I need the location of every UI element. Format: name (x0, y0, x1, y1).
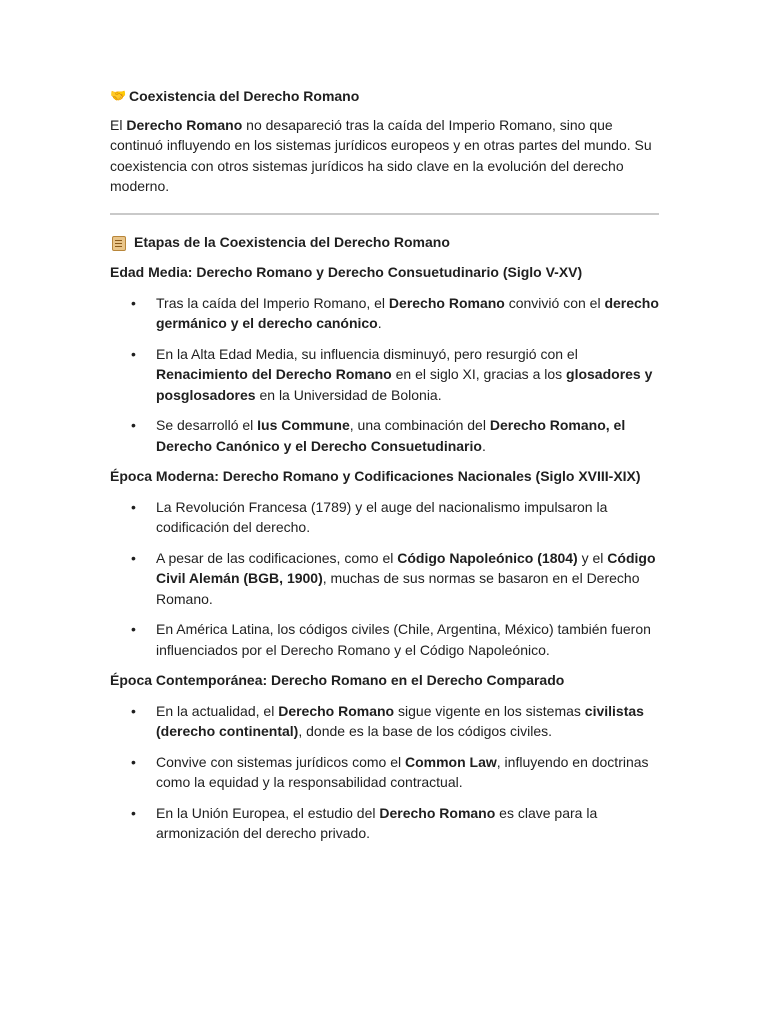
text-run: en el siglo XI, gracias a los (391, 366, 567, 382)
bullet-icon: • (131, 621, 136, 637)
bullet-list (110, 293, 660, 457)
list-item (110, 803, 660, 844)
list-item-text (156, 550, 656, 607)
text-run: . (481, 437, 486, 454)
text-run: y el (577, 549, 608, 566)
intro-paragraph (110, 115, 660, 197)
stages-heading-text: Etapas de la Coexistencia del Derecho Romano (134, 233, 450, 250)
stages-heading (110, 232, 660, 253)
horizontal-divider (110, 213, 659, 215)
bold-text: Derecho Romano (126, 116, 243, 133)
text-run: Se desarrolló el (156, 417, 258, 433)
document-title (110, 86, 660, 107)
bold-text: Renacimiento del Derecho Romano (156, 366, 392, 382)
bullet-list (110, 497, 660, 661)
text-run: Tras la caída del Imperio Romano, el (156, 294, 389, 311)
text-run: En la actualidad, el (156, 702, 279, 719)
list-item (110, 293, 660, 334)
bold-text: civilistas (derecho continental) (156, 702, 644, 739)
text-run: es clave para la armonización del derecho privado. (156, 804, 598, 841)
bold-text: derecho germánico y el derecho canónico (156, 294, 659, 331)
text-run: , donde es la base de los códigos civiles. (298, 723, 553, 739)
bold-text: Derecho Romano (278, 702, 395, 719)
bullet-icon: • (131, 294, 136, 311)
text-run: El (110, 116, 127, 133)
text-run: En América Latina, los códigos civiles (Chile, Argentina, México) también fueron influenciados por el Derecho Romano y el Código Napoleónico. (156, 621, 651, 658)
section-title: Edad Media: Derecho Romano y Derecho Consuetudinario (Siglo V-XV) (110, 264, 583, 280)
bullet-icon: • (131, 345, 136, 362)
text-run: La Revolución Francesa (1789) y el auge del nacionalismo impulsaron la codificación del derecho. (156, 498, 608, 535)
list-item-text (156, 295, 659, 332)
text-run: A pesar de las codificaciones, como el (156, 549, 398, 566)
bold-text: Derecho Romano (379, 804, 496, 821)
bullet-list (110, 701, 660, 844)
bullet-icon: • (131, 753, 136, 770)
text-run: no desapareció tras la caída del Imperio Romano, sino que continuó influyendo en los sistemas jurídicos europeos y en otras partes del mundo. Su coexistencia con otros sistemas jurídicos ha sido clave en la evolución del derecho moderno. (110, 116, 652, 194)
list-item-text (156, 346, 652, 403)
bold-text: Código Civil Alemán (BGB, 1900) (156, 549, 656, 586)
text-run: En la Alta Edad Media, su influencia disminuyó, pero resurgió con el (156, 345, 578, 362)
text-run: convivió con el (504, 294, 605, 311)
list-item-text (156, 703, 644, 740)
sections-container (110, 262, 660, 844)
bullet-icon: • (131, 498, 136, 515)
section-title: Época Contemporánea: Derecho Romano en el Derecho Comparado (110, 672, 565, 688)
bold-text: Derecho Romano (388, 294, 505, 311)
bullet-icon: • (131, 549, 136, 566)
document-title-text: Coexistencia del Derecho Romano (129, 88, 360, 104)
list-item-text (156, 499, 607, 536)
text-run: sigue vigente en los sistemas (394, 702, 585, 719)
document-content (110, 86, 660, 854)
bold-text: Código Napoleónico (1804) (397, 549, 578, 566)
bold-text: Common Law (405, 753, 497, 770)
text-run: En la Unión Europea, el estudio del (156, 804, 380, 821)
list-item (110, 415, 660, 456)
bullet-icon: • (131, 417, 136, 433)
text-run: en la Universidad de Bolonia. (255, 386, 442, 403)
list-item (110, 548, 660, 610)
text-run: , una combinación del (349, 417, 490, 433)
bold-text: Derecho Romano, el Derecho Canónico y el Derecho Consuetudinario (156, 417, 626, 454)
section-title: Época Moderna: Derecho Romano y Codificaciones Nacionales (Siglo XVIII-XIX) (110, 468, 641, 484)
bold-text: glosadores y posglosadores (156, 366, 653, 403)
list-item (110, 701, 660, 742)
list-item-text (156, 621, 651, 658)
list-item-text (156, 754, 649, 791)
scroll-icon (110, 234, 126, 250)
list-item (110, 752, 660, 793)
text-run: , muchas de sus normas se basaron en el Derecho Romano. (156, 570, 640, 607)
list-item (110, 344, 660, 406)
list-item (110, 497, 660, 538)
list-item (110, 619, 660, 660)
text-run: . (377, 315, 382, 331)
handshake-icon: 🤝 (110, 88, 127, 103)
list-item-text (156, 805, 597, 842)
bullet-icon: • (131, 804, 136, 821)
text-run: , influyendo en doctrinas como la equidad y la responsabilidad contractual. (156, 753, 649, 790)
list-item-text (156, 417, 625, 454)
bullet-icon: • (131, 702, 136, 719)
bold-text: Ius Commune (257, 417, 350, 433)
text-run: Convive con sistemas jurídicos como el (156, 753, 405, 770)
